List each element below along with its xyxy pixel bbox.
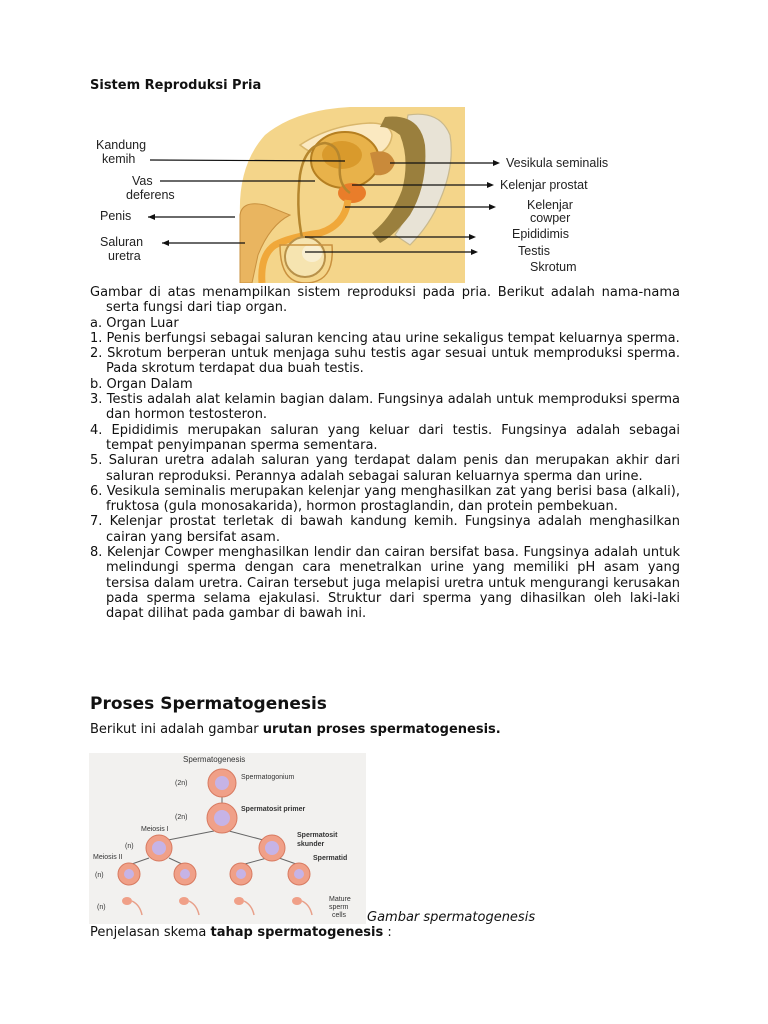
list-item: 3. Testis adalah alat kelamin bagian dalam. Fungsinya adalah untuk memproduksi sperma dan hormon testosteron.	[90, 392, 680, 423]
label-kelenjar: Kelenjar	[527, 198, 573, 212]
label-2n-1: (2n)	[175, 780, 188, 787]
label-mature: Mature	[329, 896, 351, 903]
label-cells: cells	[332, 912, 347, 919]
label-deferens: deferens	[126, 188, 175, 202]
list-item: 2. Skrotum berperan untuk menjaga suhu testis agar sesuai untuk memproduksi sperma. Pada skrotum terdapat dua buah testis.	[90, 346, 680, 377]
section-heading: Proses Spermatogenesis	[90, 694, 327, 714]
intro-paragraph: Gambar di atas menampilkan sistem reproduksi pada pria. Berikut adalah nama-nama serta fungsi dari tiap organ.	[90, 285, 680, 316]
label-skrotum: Skrotum	[530, 260, 577, 274]
label-spermatosit-primer: Spermatosit primer	[241, 806, 306, 813]
label-spermatosit: Spermatosit	[297, 832, 338, 839]
label-kandung: Kandung	[96, 138, 147, 152]
label-vas: Vas	[132, 174, 153, 188]
section-intro-bold: urutan proses spermatogenesis.	[262, 722, 501, 737]
label-spermatogonium: Spermatogonium	[241, 774, 295, 781]
explain-plain: Penjelasan skema	[90, 925, 211, 940]
list-item: 7. Kelenjar prostat terletak di bawah kandung kemih. Fungsinya adalah menghasilkan cairan yang bersifat asam.	[90, 514, 680, 545]
spermatogenesis-figure	[89, 753, 366, 924]
label-n-2: (n)	[95, 872, 104, 879]
label-n-1: (n)	[125, 843, 134, 850]
explanation-lead	[90, 925, 392, 940]
male-reproductive-figure	[90, 105, 650, 283]
label-saluran: Saluran	[100, 235, 144, 249]
label-prostat: Kelenjar prostat	[500, 178, 588, 192]
label-sperm: sperm	[329, 904, 349, 911]
list-item: 8. Kelenjar Cowper menghasilkan lendir dan cairan bersifat basa. Fungsinya adalah untuk melindungi sperma dengan cara menetralkan urine yang memiliki pH asam yang tersisa dalam uretra. Cairan tersebut juga melapisi uretra untuk mengurangi kerusakan pada sperma selama ejakulasi. Struktur dari sperma yang dihasilkan oleh laki-laki dapat dilihat pada gambar di bawah ini.	[90, 545, 680, 622]
label-2n-2: (2n)	[175, 814, 188, 821]
label-meiosis-1: Meiosis I	[141, 826, 169, 833]
list-item: 4. Epididimis merupakan saluran yang keluar dari testis. Fungsinya adalah sebagai tempat penyimpanan sperma sementara.	[90, 422, 680, 453]
label-kemih: kemih	[102, 152, 136, 166]
section-intro-plain: Berikut ini adalah gambar	[90, 722, 263, 737]
list-item: 6. Vesikula seminalis merupakan kelenjar yang menghasilkan zat yang berisi basa (alkali), fruktosa (gula monosakarida), hormon prostaglandin, dan protein pembekuan.	[90, 483, 680, 515]
figure-caption: Gambar spermatogenesis	[367, 910, 536, 925]
organ-luar-heading: a. Organ Luar	[90, 315, 179, 331]
explain-end: :	[383, 925, 392, 940]
label-epididimis: Epididimis	[512, 227, 569, 241]
label-uretra: uretra	[108, 249, 141, 263]
explain-bold: tahap spermatogenesis	[210, 925, 384, 940]
label-penis: Penis	[100, 209, 132, 223]
label-n-3: (n)	[97, 904, 106, 911]
list-item: 1. Penis berfungsi sebagai saluran kencing atau urine sekaligus tempat keluarnya sperma.	[90, 330, 680, 346]
figure-title: Spermatogenesis	[183, 755, 246, 764]
body-text	[90, 285, 680, 622]
label-skunder: skunder	[297, 841, 325, 848]
section-intro	[90, 722, 501, 737]
label-meiosis-2: Meiosis II	[93, 854, 123, 861]
label-cowper: cowper	[530, 211, 571, 225]
label-spermatid: Spermatid	[313, 855, 348, 862]
label-testis: Testis	[518, 244, 550, 258]
mature-sperm-row	[122, 897, 312, 915]
label-vesikula: Vesikula seminalis	[506, 156, 609, 170]
document-title: Sistem Reproduksi Pria	[90, 78, 262, 93]
list-item: 5. Saluran uretra adalah saluran yang terdapat dalam penis dan merupakan akhir dari saluran reproduksi. Perannya adalah sebagai saluran keluarnya sperma dan urine.	[90, 453, 680, 484]
organ-dalam-heading: b. Organ Dalam	[90, 376, 193, 392]
